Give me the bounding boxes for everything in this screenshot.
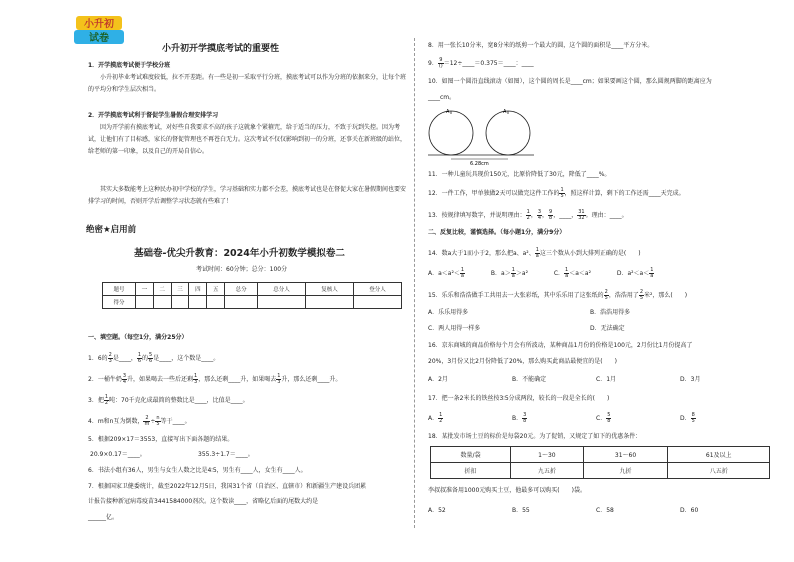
score-input-cell[interactable]	[306, 296, 354, 309]
option-d[interactable]: D．无法确定	[590, 325, 625, 332]
question-12: 12．一件工作，甲单独做2天可以做完这件工作的 $\frac{1}{5}$ ，照这样计算，剩下的工作还需____天完成。	[428, 187, 685, 199]
option-b[interactable]: B．55	[512, 507, 530, 514]
discount-cell: 九五折	[511, 463, 583, 479]
closing-paragraph: 其实大多数能考上这种民办初中学校的学生，学习基础和实力都不会差，摸底考试也是在督促大家在暑假期间也要安排学习的时间，否则开学后调整学习状态就有些难了！	[88, 186, 407, 205]
discount-table-row	[431, 463, 770, 479]
question-5a: 20.9×0.17＝____。	[90, 451, 146, 458]
option-d[interactable]: D．60	[680, 507, 699, 514]
score-input-cell[interactable]	[135, 296, 153, 309]
score-cell: 五	[207, 283, 225, 296]
option-a[interactable]: A．a＜a²＜ $\frac{1}{a}$	[428, 267, 465, 279]
option-c[interactable]: C．58	[596, 507, 614, 514]
score-cell: 一	[135, 283, 153, 296]
score-table	[102, 282, 402, 309]
question-14-options	[428, 268, 778, 279]
discount-cell: 八五折	[668, 463, 770, 479]
question-5: 5．根据209×17＝3553，直接写出下面各题的结果。	[88, 436, 234, 443]
score-cell: 总分	[225, 283, 258, 296]
score-cell: 四	[189, 283, 207, 296]
exam-info: 考试时间：60分钟；总分：100分	[196, 266, 288, 273]
section-2-heading: 二、反复比较，谨慎选择。（每小题1分，满分9分）	[428, 229, 566, 236]
circle-start	[429, 111, 473, 155]
question-9: 9． $\frac{9}{()}$ ＝12÷____＝0.375＝____：____	[428, 57, 534, 69]
score-input-cell[interactable]	[189, 296, 207, 309]
question-7-line-1: 7．根据国家卫健委统计，截至2022年12月5日，我国31个省（自治区、直辖市）和新疆生产建设兵团累	[88, 483, 367, 490]
question-18: 18．某批发市场土豆的标价是每袋20元。为了促销，又规定了如下的优惠条件：	[428, 433, 642, 440]
option-c[interactable]: C．两人用得一样多	[428, 325, 481, 332]
secret-label: 绝密★启用前	[86, 225, 137, 235]
question-7-line-2: 计报告接种新冠病毒疫苗3441584000剂次。这个数读____，省略亿后面的尾数大约是	[88, 498, 319, 505]
question-6: 6．书法小组有36人，男生与女生人数之比是4∶5，男生有____人，女生有____人。	[88, 467, 307, 474]
exam-title: 基础卷-优尖升教育：2024年小升初数学模拟卷二	[134, 248, 345, 259]
discount-cell: 31～60	[583, 447, 668, 463]
score-input-cell[interactable]	[207, 296, 225, 309]
question-8: 8．用一张长10分米，宽8分米的纸剪一个最大的圆，这个圆的面积是____平方分米。	[428, 42, 654, 49]
importance-body-2: 因为开学前有摸底考试，对好些自我要求不高的孩子这就象个紧箍咒，给于适当的压力，不致于玩到失控。因为考试，让他们有了目标感，家长的督促管理也不再苍白无力。这次考试不仅仅影响到初一的分班，还事关在新班级的站位，给老师的第一印象，以及自己的开局自信心。	[88, 124, 407, 155]
option-d[interactable]: D． $\frac{8}{5}$	[680, 412, 695, 424]
score-table-row	[103, 296, 402, 309]
column-divider	[414, 38, 415, 528]
score-table-row	[103, 283, 402, 296]
option-b[interactable]: B．a＞ $\frac{1}{a}$ ＞a²	[490, 267, 528, 279]
discount-cell: 折扣	[431, 463, 511, 479]
score-cell: 得分	[103, 296, 136, 309]
importance-heading-1: 1．开学摸底考试便于学校分班	[88, 62, 171, 69]
option-d[interactable]: D．3月	[680, 376, 701, 383]
option-b[interactable]: B． $\frac{3}{8}$	[512, 412, 527, 424]
discount-table-row	[431, 447, 770, 463]
score-cell: 登分人	[353, 283, 401, 296]
brand-logo	[72, 13, 126, 47]
logo-bottom-text: 试卷	[89, 33, 109, 44]
score-input-cell[interactable]	[258, 296, 306, 309]
question-7-line-3: ______亿。	[88, 514, 119, 521]
score-input-cell[interactable]	[153, 296, 171, 309]
option-b[interactable]: B．不能确定	[512, 376, 547, 383]
question-11: 11．一种儿童玩具现价150元，比原价降低了30元，降低了____%。	[428, 171, 611, 178]
question-14: 14．数a大于1而小于2，那么把a、a²、 $\frac{1}{a}$ 这三个数从小到大排列正确的是( )	[428, 247, 641, 259]
question-3: 3．把 $\frac{1}{2}$ 吨：70千克化成最简的整数比是____，比值是____。	[88, 394, 249, 406]
option-c[interactable]: C． $\frac{5}{8}$	[596, 412, 611, 424]
option-a[interactable]: A．52	[428, 507, 446, 514]
discount-cell: 61及以上	[668, 447, 770, 463]
importance-body-1: 小升初毕业考试难度较低，拉不开差距。有一些是初一采取平行分班，摸底考试可以作为分班的依据来分，让每个班的平均分和学生层次相当。	[88, 74, 407, 93]
question-1: 1．6的 $\frac{2}{3}$ 是____， $\frac{1}{6}$ 的 $\frac{5}{6}$ 是____，这个数是____。	[88, 352, 220, 364]
score-cell: 三	[171, 283, 189, 296]
question-16-line-2: 20%，3月份又比2月份降低了20%，那么购买此商品最便宜的是( )	[428, 358, 617, 365]
discount-cell: 九折	[583, 463, 668, 479]
option-d[interactable]: D．a²＜a＜ $\frac{1}{a}$	[616, 267, 654, 279]
option-a[interactable]: A．2月	[428, 376, 448, 383]
option-c[interactable]: C． $\frac{1}{a}$ ＜a＜a²	[553, 267, 591, 279]
question-18-line-2: 李叔叔准备用1000元购买土豆，他最多可以购买( )袋。	[428, 487, 586, 494]
measure-label: 6.28cm	[470, 161, 489, 166]
score-cell: 总分人	[258, 283, 306, 296]
option-b[interactable]: B．浩浩用得多	[590, 309, 631, 316]
option-a[interactable]: A．乐乐用得多	[428, 309, 469, 316]
question-16-line-1: 16．京东商城的商品价格每个月会有所波动，某种商品1月份的价格是100元，2月份比1月份提高了	[428, 342, 693, 349]
article-title: 小升初开学摸底考试的重要性	[162, 44, 280, 54]
question-15: 15．乐乐和浩浩做手工共用去一大张彩纸，其中乐乐用了这张纸的 $\frac{2}{5}$ ，浩浩用了 $\frac{2}{5}$ 米²，那么( )	[428, 289, 688, 301]
question-5b: 355.3÷1.7＝____。	[198, 451, 254, 458]
discount-table	[430, 446, 770, 479]
score-cell: 二	[153, 283, 171, 296]
option-c[interactable]: C．1月	[596, 376, 617, 383]
point-label-b: A	[503, 109, 507, 115]
question-4: 4．m和n互为倒数， $\frac{2}{m}$ ÷ $\frac{n}{5}$ 等于____。	[88, 415, 191, 427]
point-label-a: A	[446, 109, 450, 115]
question-17: 17．把一条2米长的铁丝按3∶5分成两段，较长的一段是全长的( )	[428, 395, 610, 402]
option-a[interactable]: A． $\frac{1}{2}$	[428, 412, 443, 424]
circle-end	[486, 111, 530, 155]
score-input-cell[interactable]	[171, 296, 189, 309]
score-cell: 复核人	[306, 283, 354, 296]
section-1-heading: 一、填空题。（每空1分，满分25分）	[88, 334, 188, 341]
score-input-cell[interactable]	[225, 296, 258, 309]
question-13: 13．按规律填写数字，并说明理由： $\frac{1}{2}$ ， $\frac{3}{4}$ ， $\frac{9}{8}$ ，____， $\frac{31}{32}$ 。理由：____。	[428, 209, 628, 221]
question-10-line-1: 10．如图一个圆沿直线滚动（如图），这个圆的周长是____cm；如果要画这个圆，那么圆规两脚的距离应为	[428, 78, 712, 85]
importance-heading-2: 2．开学摸底考试利于督促学生暑假合理安排学习	[88, 112, 219, 119]
score-input-cell[interactable]	[353, 296, 401, 309]
discount-cell: 1～30	[511, 447, 583, 463]
rolling-circle-figure	[426, 104, 536, 166]
question-2: 2．一桶牛奶 $\frac{3}{4}$ 升，如果喝去一些后还剩 $\frac{1}{3}$ ，那么还剩____升，如果喝去 $\frac{1}{3}$ 升，那么还剩____升。	[88, 373, 342, 385]
question-10-line-2: ____cm。	[428, 94, 456, 101]
logo-top-text: 小升初	[84, 19, 114, 30]
discount-cell: 数量/袋	[431, 447, 511, 463]
score-cell: 题号	[103, 283, 136, 296]
